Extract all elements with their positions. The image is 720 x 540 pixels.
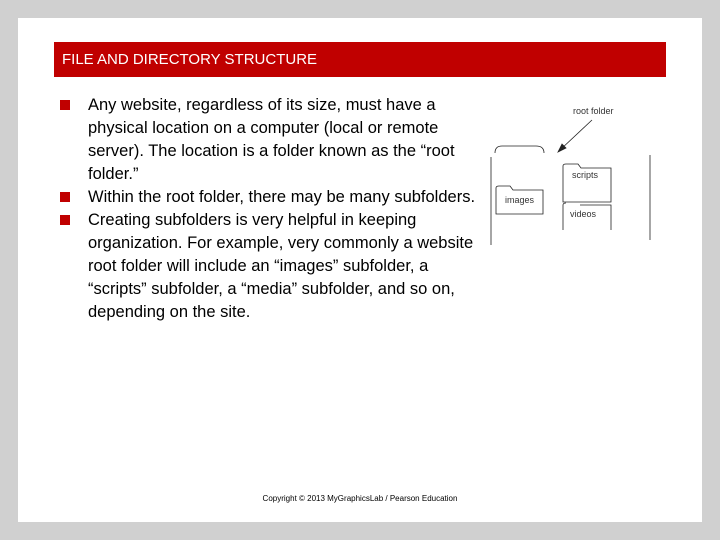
- folder-structure-diagram: [480, 90, 660, 250]
- root-folder-label: root folder: [573, 106, 614, 116]
- arrow-line: [560, 120, 592, 150]
- folder-scripts-label: scripts: [572, 170, 599, 180]
- bullet-item: Within the root folder, there may be many subfolders.: [58, 186, 478, 209]
- copyright-footer: Copyright © 2013 MyGraphicsLab / Pearson Education: [262, 494, 458, 503]
- folder-videos-label: videos: [570, 209, 597, 219]
- bullet-item: Creating subfolders is very helpful in keeping organization. For example, very commonly a website root folder will include an “images” subfolder, a “scripts” subfolder, a “media” subfolder, and so on, depending on the site.: [58, 209, 478, 324]
- bullet-square-icon: [60, 100, 70, 110]
- bullet-list: [58, 94, 478, 324]
- bullet-item: Any website, regardless of its size, must have a physical location on a computer (local or remote server). The location is a folder known as the “root folder.”: [58, 94, 478, 186]
- bullet-square-icon: [60, 192, 70, 202]
- bullet-square-icon: [60, 215, 70, 225]
- folder-images-label: images: [505, 195, 535, 205]
- slide-title: FILE AND DIRECTORY STRUCTURE: [54, 42, 666, 77]
